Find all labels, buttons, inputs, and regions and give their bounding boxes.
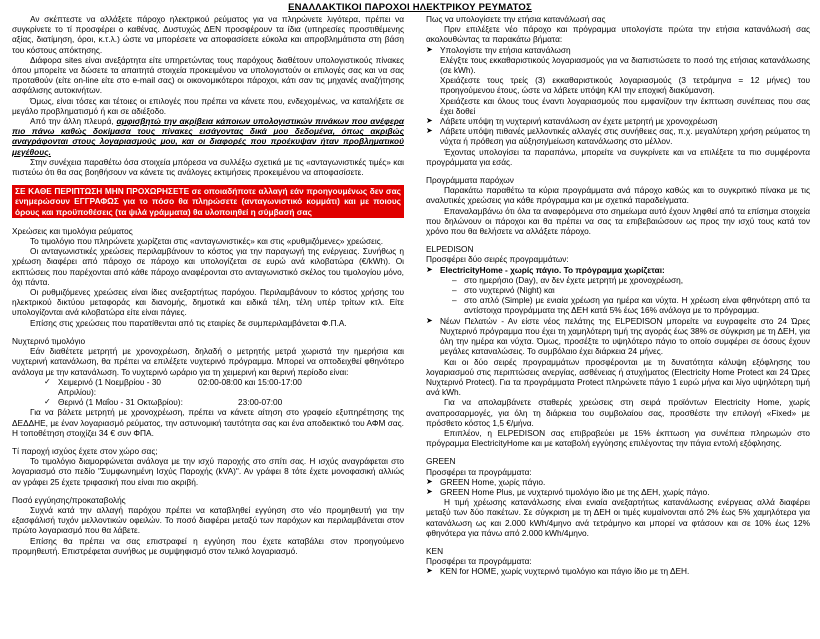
list-item: – στο απλό (Simple) με ενιαία χρέωση για ημέρα και νύχτα. Η χρέωση είναι φθηνότερη από τα αντίστοιχα προγράμματα της ΔΕΗ κατά 5% έως 16% ανάλογα με το πρόγραμμα. [426, 295, 810, 315]
list-item: – στο ημερήσιο (Day), αν δεν έχετε μετρητή με χρονοχρέωση, [426, 275, 810, 285]
elpedison-offer: Προσφέρει δύο σειρές προγραμμάτων: [426, 254, 569, 265]
deposit-paragraph-1: Συχνά κατά την αλλαγή παρόχου πρέπει να καταβληθεί εγγύηση στο νέο προμηθευτή για την εξασφάλισή τυχόν μελλοντικών οφειλών. Το ποσό διαφέρει μεταξύ των παρόχων και περιλαμβάνεται στον πρώτο λογαριασμό που θα λάβετε. [12, 504, 404, 536]
consumption-step-2: Χρειάζεστε τους τρείς (3) εκκαθαριστικούς λογαριασμούς (3 τετράμηνα = 12 μήνες) του προηγούμενου έτους, ώστε να λάβετε υπόψη ΚΑΙ την εποχική διακύμανση. [440, 75, 810, 96]
check-icon: ✓ [44, 397, 51, 407]
list-item: ➤ Υπολογίστε την ετήσια κατανάλωση [426, 44, 571, 55]
elpedison-paragraph-1: Και οι δύο σειρές προγραμμάτων προσφέρονται με τη δυνατότητα κάλυψη εξόφλησης του λογαριασμού στις περιπτώσεις ανεργίας, ασθένειας ή ατυχήματος (Electricity Home Protect και 24 Ώρες Νυχτερινό Protect). Για τα προγράμματα Protect πληρώνετε πάγιο 1 ευρώ μήνα και λίγο υψηλότερη τιμή ανά kWh. [426, 356, 810, 398]
schedule-winter [44, 377, 404, 397]
right-column [426, 14, 810, 577]
heading-power: Τί παροχή ισχύος έχετε στον χώρο σας; [12, 445, 158, 456]
bullet-arrow-icon: ➤ [426, 44, 433, 54]
power-paragraph: Το τιμολόγιο διαμορφώνεται ανάλογα με την ισχύ παροχής στο σπίτι σας. Η ισχύς αναγράφεται στο λογαριασμό στο πεδίο "Συμφωνημένη Ισχύς Παροχής (kVA)". Αν γράφει 8 τότε έχετε μονοφασική αλλιώς αν γράφει 25 έχετε τριφασική που είναι πιο ακριβή. [12, 456, 404, 487]
charges-paragraph-1: Το τιμολόγιο που πληρώνετε χωρίζεται στις «ανταγωνιστικές» και στις «ρυθμιζόμενες» χρεώσεις. [30, 236, 384, 247]
winter-hours: 02:00-08:00 και 15:00-17:00 [198, 376, 302, 387]
list-item: ➤ GREEN Home, χωρίς πάγιο. [426, 476, 546, 487]
deposit-paragraph-2: Επίσης θα πρέπει να σας επιστραφεί η εγγύηση που έχετε καταβάλει στον προηγούμενο προμηθευτή. Επιστρέφεται συνήθως με συμψηφισμό στον τελικό λογαριασμό. [12, 535, 404, 556]
night-paragraph-1: Εάν διαθέτετε μετρητή με χρονοχρέωση, δηλαδή ο μετρητής μετρά χωριστά την ημερήσια και νυχτερινή κατανάλωση, θα πρέπει να επιλέξετε νυχτερινό πρόγραμμα. Μπορεί να οπτοδειχθεί φθηνότερο ανάλογα με την κατανάλωση. Το νυχτερινό ωράριο για τη χειμερινή και θερινή περίοδο είναι: [12, 346, 404, 377]
list-item: – στο νυχτερινό (Night) και [426, 285, 810, 295]
list-item: ➤ GREEN Home Plus, με νυχτερινό τιμολόγιο ίδιο με της ΔΕΗ, χωρίς πάγιο. [426, 486, 710, 497]
consumption-step-3: Χρειάζεστε και όλους τους έναντι λογαριασμούς που εμφανίζουν την έκπτωση συνέπειας που σας έχει δοθεί [440, 95, 810, 116]
consumption-intro: Πριν επιλέξετε νέο πάροχο και πρόγραμμα υπολογίστε πρώτα την ετήσια κατανάλωσή σας ακολουθώντας τα παρακάτω βήματα: [426, 24, 810, 45]
warning-banner: ΣΕ ΚΑΘΕ ΠΕΡΙΠΤΩΣΗ ΜΗΝ ΠΡΟΧΩΡΗΣΕΤΕ σε οποιαδήποτε αλλαγή εάν προηγουμένως δεν σας ενημερώσουν ΕΓΓΡΑΦΩΣ για το πόσο θα πληρώσετε (ανταγωνιστικό κομμάτι) και με ποιους όρους και προϋποθέσεις (τα ψιλά γράμματα) θα υλοποιηθεί η σύμβασή σας [12, 185, 404, 218]
green-paragraph: Η τιμή χρέωσης κατανάλωσης είναι ενιαία ανεξαρτήτως κατανάλωσης ενέργειας αλλά διαφέρει μεταξύ των δύο πακέτων. Σε σύγκριση με τη ΔΕΗ οι τιμές κυμαίνονται από 2% έως 5% χαμηλότερα για κατανάλωση ως και 2.000 kWh/4μηνο ανά τετράμηνο και μπορεί να φτάσουν και σε 10% έως 12% φθηνότερα για πάνω από 2.000 kWh/4μηνο. [426, 497, 810, 538]
intro-paragraph-2: Διάφορα sites είναι ανεξάρτητα είτε υπηρετώντας τους παρόχους διαθέτουν υπολογιστικούς πίνακες όπου μπορείτε να δώσετε τα απαιτητά στοιχεία προκειμένου να υπολογιστούν οι επιλογές σας και να σας προταθούν (είτε on-line είτε στο e-mail σας) οι οικονομικότεροι πάροχοι, κάτι σαν τις μηχανές αναζήτησης ασφάλισης αυτοκινήτων. [12, 54, 404, 96]
heading-ken: KEN [426, 545, 444, 556]
bullet-arrow-icon: ➤ [426, 486, 433, 496]
charges-paragraph-2: Οι ανταγωνιστικές χρεώσεις περιλαμβάνουν το κόστος για την παραγωγή της ενέργειας. Συνήθως η χρέωση διαφέρει από πάροχο σε πάροχο και υπολογίζεται σε ευρώ ανά κιλοβατώρα (€/kWh). Οι εκπτώσεις που παρέχονται από κάθε πάροχο αναφέρονται στο ανταγωνιστικό σκέλος του τιμολογίου μόνο, όχι πάντα. [12, 246, 404, 287]
schedule-summer [44, 397, 404, 407]
intro-paragraph-5: Στην συνέχεια παραθέτω όσα στοιχεία μπόρεσα να συλλέξω σχετικά με τις «ανταγωνιστικές τιμές» και πιστεύω ότι θα σας βοηθήσουν να κάνετε τις ανάλογες εκτιμήσεις προκειμένου να αποφασίσετε. [12, 156, 404, 178]
charges-paragraph-3: Οι ρυθμιζόμενες χρεώσεις είναι ίδιες ανεξαρτήτως παρόχου. Περιλαμβάνουν το κόστος χρήσης του ηλεκτρικού δικτύου μεταφοράς και διανομής, δημοτικά και ειδικά τέλη, τέλη υπέρ τρίτων κτλ. Είτε υπολογίζονται ανά κιλοβατώρα είτε είναι πάγιες. [12, 287, 404, 318]
elpedison-paragraph-3: Επιπλέον, η ELPEDISON σας επιβραβεύει με 15% έκπτωση για συνέπεια πληρωμών στο πρόγραμμα ElectricityHome και με καταβολή εγγύησης επιλέγοντας την πάγια εντολή εξόφλησης. [426, 427, 810, 449]
heading-provider-programs: Προγράμματα παρόχων [426, 175, 514, 186]
intro-paragraph-4: Από την άλλη πλευρά, αμφισβητώ την ακρίβεια κάποιων υπολογιστικών πινάκων που ανέφερα πιο πάνω καθώς δοκίμασα τους πίνακες εισάγοντας δικά μου δεδομένα, όπως ακριβώς αναγράφονται στους λογαριασμούς μου, και οι διαφορές που προέκυψαν ήταν προβληματικού μεγέθους. [12, 116, 405, 157]
bullet-arrow-icon: ➤ [426, 315, 433, 325]
winter-label: Χειμερινό (1 Νοεμβρίου - 30 Απριλίου): [58, 376, 162, 397]
heading-night-tariff: Νυχτερινό τιμολόγιο [12, 335, 86, 346]
ken-offer: Προσφέρει τα προγράμματα: [426, 556, 532, 567]
intro-paragraph-1: Αν σκέπτεστε να αλλάξετε πάροχο ηλεκτρικού ρεύματος για να πληρώνετε λιγότερα, πρέπει να συγκρίνετε το τί προσφέρει ο καθένας. Δυστυχώς ΔΕΝ προσφέρουν τα ίδια (υπηρεσίες προστιθέμενης αξίας, διατίμηση, όροι, κ.τ.λ.) ώστε να μπορέσετε να αποφασίσετε εύκολα και απροβλημάτιστα στη βάση του κόστους απόκτησης. [12, 14, 404, 55]
summer-label: Θερινό (1 Μαΐου - 31 Οκτωβρίου): [58, 397, 183, 408]
list-item: ➤ Νέων Πελατών - Αν είστε νέος πελάτης της ELPEDISON μπορείτε να ευγραφείτε στο 24 Ώρες Νυχτερινό πρόγραμμα που έχει τη χαμηλότερη τιμή της αγοράς έως 38% σε σύγκριση με τη ΔΕΗ, για όλη την ημέρα και νύχτα. Όμως, προσέξτε το υψηλότερο πάγιο το οποίο συμφέρει σε όσους έχουν μεγάλες καταναλώσεις. Το συμβόλαιο έχει διάρκεια 24 μήνες. [426, 315, 810, 357]
list-item: ➤ KEN for HOME, χωρίς νυχτερινό τιμολόγιο και πάγιο ίδιο με τη ΔΕΗ. [426, 566, 690, 577]
summer-hours: 23:00-07:00 [238, 397, 283, 408]
bullet-arrow-icon: ➤ [426, 116, 433, 126]
heading-elpedison: ELPEDISON [426, 244, 474, 255]
left-column [12, 14, 404, 556]
consumption-conclusion: Έχοντας υπολογίσει τα παραπάνω, μπορείτε να συγκρίνετε και να επιλέξετε τα πιο συμφέροντα προγράμματα για εσάς. [426, 146, 810, 167]
programs-paragraph-1: Παρακάτω παραθέτω τα κύρια προγράμματα ανά πάροχο καθώς και το συγκριτικό πίνακα με τις αναλυτικές χρεώσεις για κάθε πρόγραμμα και με σχετικά παραδείγματα. [426, 185, 810, 206]
dash-icon: – [452, 274, 457, 285]
charges-paragraph-4: Επίσης στις χρεώσεις που παρατίθενται από τις εταιρίες δε συμπεριλαμβάνεται Φ.Π.Α. [30, 317, 347, 328]
heading-charges: Χρεώσεις και τιμολόγια ρεύματος [12, 225, 133, 236]
heading-annual-consumption: Πως να υπολογίσετε την ετήσια κατανάλωσή σας [426, 14, 606, 24]
programs-paragraph-2: Επαναλαμβάνω ότι όλα τα αναφερόμενα στο σημείωμα αυτό έχουν ληφθεί από τα επίσημα στοιχεία που δηλώνουν οι πάροχοι και θα πρέπει να σας τα επιβεβαιώσουν ως προς την ισχύ τους κατά τον χρόνο που θα θελήσετε να αλλάξετε πάροχο. [426, 205, 810, 237]
bullet-arrow-icon: ➤ [426, 476, 433, 486]
list-item: ➤ Λάβετε υπόψη πιθανές μελλοντικές αλλαγές στις συνήθειες σας, π.χ. μεγαλύτερη χρήση ρεύματος τη νύχτα ή πρόθεση για αύξηση/μείωση κατανάλωσης στο μέλλον. [426, 126, 810, 147]
consumption-step-1: Ελέγξτε τους εκκαθαριστικούς λογαριασμούς για να διαπιστώσετε το ποσό της ετήσιας κατανάλωσης (σε kWh). [440, 54, 810, 76]
elpedison-paragraph-2: Για να απολαμβάνετε σταθερές χρεώσεις στη σειρά προϊόντων Electricity Home, χωρίς αναπροσαρμογές, για όλη τη διάρκεια του συμβολαίου σας, προσθέστε την επιλογή «Fixed» με πρόσθετο κόστος 1,5 €/μήνα. [426, 397, 810, 428]
bullet-arrow-icon: ➤ [426, 264, 433, 274]
heading-green: GREEN [426, 456, 456, 467]
dash-icon: – [452, 295, 457, 306]
green-offer: Προσφέρει τα προγράμματα: [426, 466, 532, 477]
bullet-arrow-icon: ➤ [426, 126, 433, 136]
intro-paragraph-3: Όμως, είναι τόσες και τέτοιες οι επιλογές που πρέπει να κάνετε που, ενδεχομένως, να καταλήξετε σε μεγάλο προβληματισμό ή και σε αδιέξοδο. [12, 95, 404, 116]
check-icon: ✓ [44, 376, 51, 386]
dash-icon: – [452, 285, 457, 296]
bullet-arrow-icon: ➤ [426, 566, 433, 576]
list-item: ➤ Λάβετε υπόψη τη νυχτερινή κατανάλωση αν έχετε μετρητή με χρονοχρέωση [426, 116, 718, 127]
night-paragraph-2: Για να βάλετε μετρητή με χρονοχρέωση, πρέπει να κάνετε αίτηση στο γραφείο εξυπηρέτησης της ΔΕΔΔΗΕ, με έναν λογαριασμό ρεύματος, την αστυνομική ταυτότητα σας και ένα αποδεικτικό του ΑΦΜ σας. Η τοποθέτηση στοιχίζει 34 € συν ΦΠΑ. [12, 407, 404, 438]
list-item: ➤ ElectricityHome - χωρίς πάγιο. Το πρόγραμμα χωρίζεται: [426, 264, 665, 275]
document-title: ΕΝΑΛΛΑΚΤΙΚΟΙ ΠΑΡΟΧΟΙ ΗΛΕΚΤΡΙΚΟΥ ΡΕΥΜΑΤΟΣ [288, 2, 532, 13]
heading-deposit: Ποσό εγγύησης/προκαταβολής [12, 494, 126, 505]
